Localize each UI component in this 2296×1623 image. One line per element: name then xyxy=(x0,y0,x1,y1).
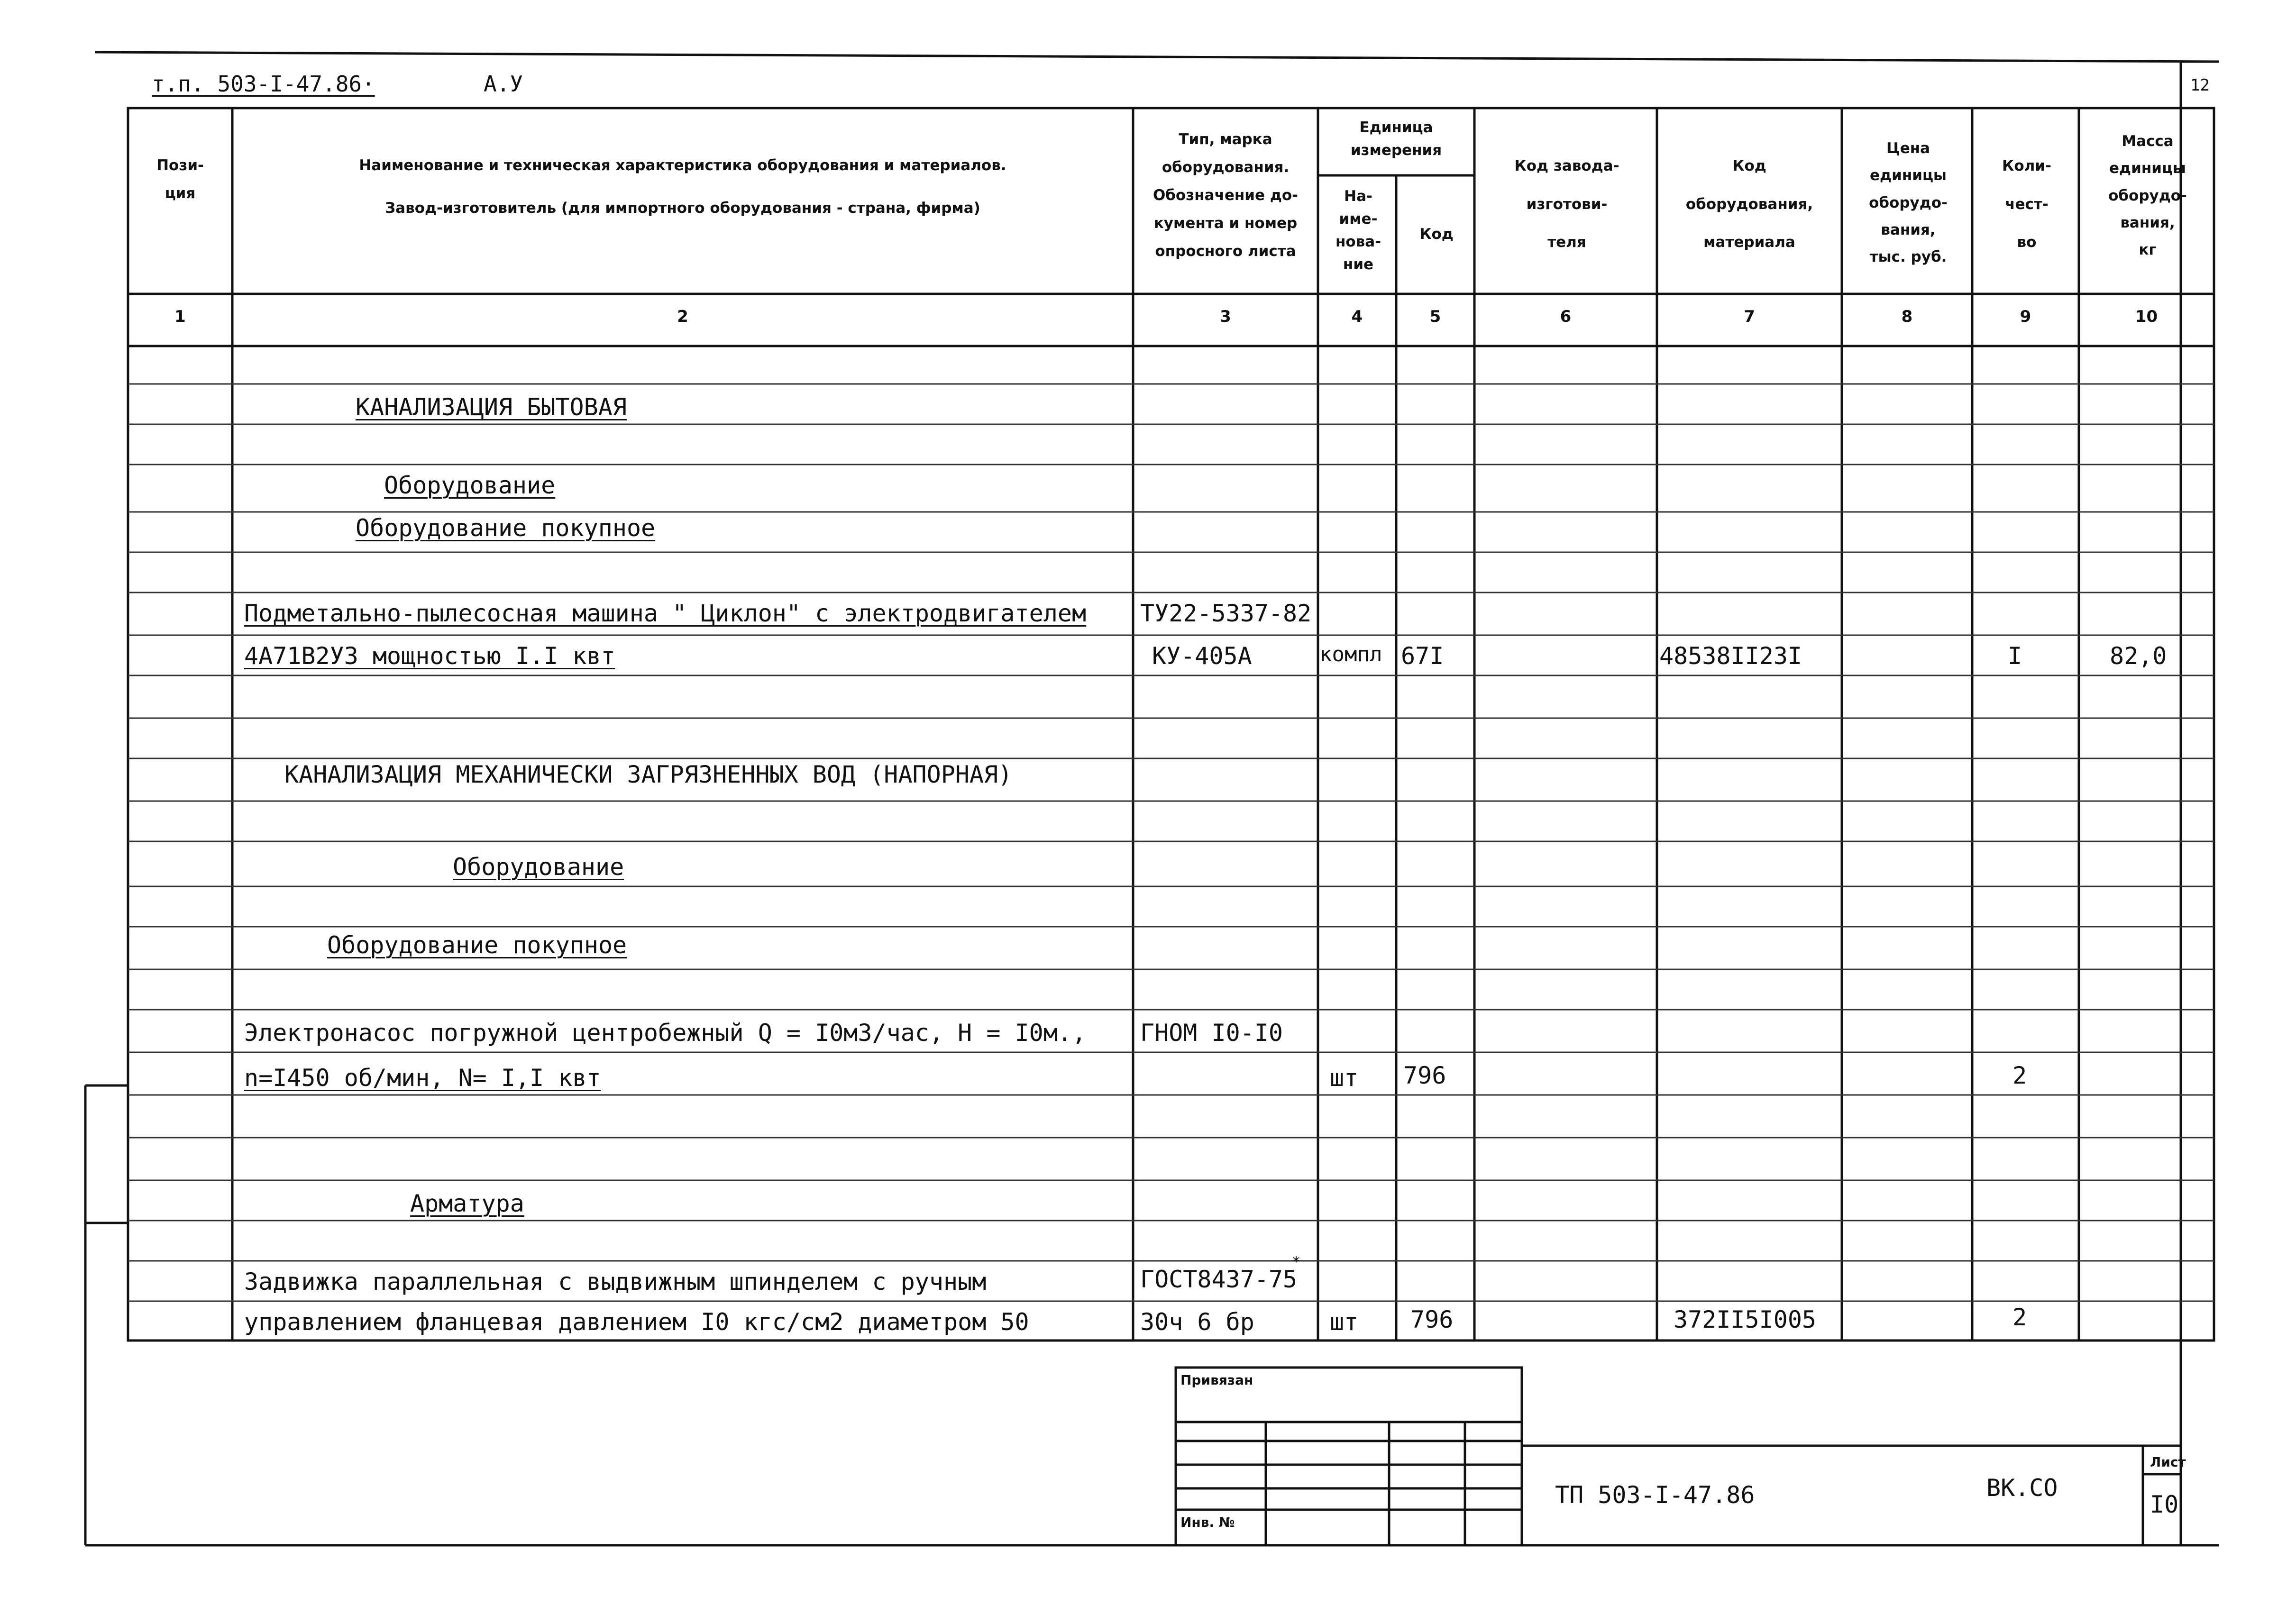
doc-code-top: т.п. 503-I-47.86· xyxy=(152,71,375,97)
section-subtitle: Арматура xyxy=(410,1190,524,1217)
col-header-type: Тип, марка оборудования. Обозначение до- кумента и номер опросного листа xyxy=(1153,131,1299,260)
col-header-unit-name: На- име- нова- ние xyxy=(1335,188,1381,274)
col-header-unit-code: Код xyxy=(1419,226,1454,243)
stamp-privyazan: Привязан xyxy=(1180,1372,1253,1388)
item-type: 30ч 6 бр xyxy=(1140,1308,1254,1336)
item-qty: 2 xyxy=(2012,1062,2027,1089)
col-number: 1 xyxy=(174,307,186,326)
item-type-mark: * xyxy=(1292,1254,1301,1270)
item-unit: шт xyxy=(1330,1308,1359,1336)
stamp-sheet-label: Лист xyxy=(2150,1454,2186,1470)
item-equip-code: 48538II23I xyxy=(1659,642,1802,670)
col-header-pos: Пози- ция xyxy=(156,157,204,202)
stamp-inv: Инв. № xyxy=(1180,1514,1235,1530)
section-subtitle: Оборудование xyxy=(384,472,556,499)
col-header-price: Цена единицы оборудо- вания, тыс. руб. xyxy=(1869,140,1948,266)
doc-code-top2: А.У xyxy=(484,71,523,97)
col-number: 4 xyxy=(1351,307,1363,326)
section-subtitle: Оборудование покупное xyxy=(327,931,627,959)
stamp-doc-code: ТП 503-I-47.86 xyxy=(1555,1481,1755,1509)
col-number: 7 xyxy=(1744,307,1755,326)
col-header-name-2: Завод-изготовитель (для импортного оборудования - страна, фирма) xyxy=(385,200,980,217)
item-description: Подметально-пылесосная машина " Циклон" с электродвигателем xyxy=(244,600,1087,627)
item-equip-code: 372II5I005 xyxy=(1674,1306,1817,1333)
item-mass: 82,0 xyxy=(2110,642,2167,670)
section-title: КАНАЛИЗАЦИЯ БЫТОВАЯ xyxy=(356,393,627,421)
item-type: КУ-405А xyxy=(1152,642,1252,670)
corner-number: 12 xyxy=(2190,76,2210,95)
col-number: 9 xyxy=(2020,307,2031,326)
col-number: 8 xyxy=(1901,307,1913,326)
item-qty: I xyxy=(2008,642,2022,670)
col-header-factory-code: Код завода- изготови- теля xyxy=(1514,157,1619,251)
item-description: 4А71В2У3 мощностью I.I квт xyxy=(244,642,615,670)
col-number: 10 xyxy=(2135,307,2158,326)
col-header-equip-code: Код оборудования, материала xyxy=(1685,157,1813,251)
item-unit: шт xyxy=(1330,1064,1359,1092)
col-number: 3 xyxy=(1220,307,1231,326)
item-type: ГНОМ I0-I0 xyxy=(1140,1019,1283,1047)
col-header-qty: Коли- чест- во xyxy=(2002,157,2051,251)
section-subtitle: Оборудование xyxy=(453,853,624,881)
item-qty: 2 xyxy=(2012,1304,2027,1331)
col-number: 2 xyxy=(677,307,688,326)
col-header-unit-group: Единица измерения xyxy=(1350,119,1442,159)
item-description: управлением фланцевая давлением I0 кгс/см2 диаметром 50 xyxy=(244,1308,1029,1336)
item-type: ГОСТ8437-75 xyxy=(1140,1266,1298,1293)
col-header-mass: Масса единицы оборудо- вания, кг xyxy=(2108,133,2187,259)
item-description: Электронасос погружной центробежный Q = I0м3/час, Н = I0м., xyxy=(244,1019,1087,1047)
stamp-section: ВК.СО xyxy=(1986,1474,2058,1502)
item-description: n=I450 об/мин, N= I,I квт xyxy=(244,1064,601,1092)
item-unit-code: 67I xyxy=(1401,642,1444,670)
col-header-name-1: Наименование и техническая характеристика оборудования и материалов. xyxy=(359,157,1006,174)
item-unit: компл xyxy=(1319,642,1382,666)
item-unit-code: 796 xyxy=(1403,1062,1446,1089)
section-title: КАНАЛИЗАЦИЯ МЕХАНИЧЕСКИ ЗАГРЯЗНЕННЫХ ВОД (НАПОРНАЯ) xyxy=(284,761,1013,788)
item-unit-code: 796 xyxy=(1410,1306,1454,1333)
col-number: 6 xyxy=(1560,307,1572,326)
section-subtitle: Оборудование покупное xyxy=(356,514,656,542)
col-number: 5 xyxy=(1429,307,1441,326)
stamp-sheet-no: I0 xyxy=(2150,1491,2179,1518)
item-type: ТУ22-5337-82 xyxy=(1140,600,1312,627)
item-description: Задвижка параллельная с выдвижным шпинделем с ручным xyxy=(244,1268,987,1295)
